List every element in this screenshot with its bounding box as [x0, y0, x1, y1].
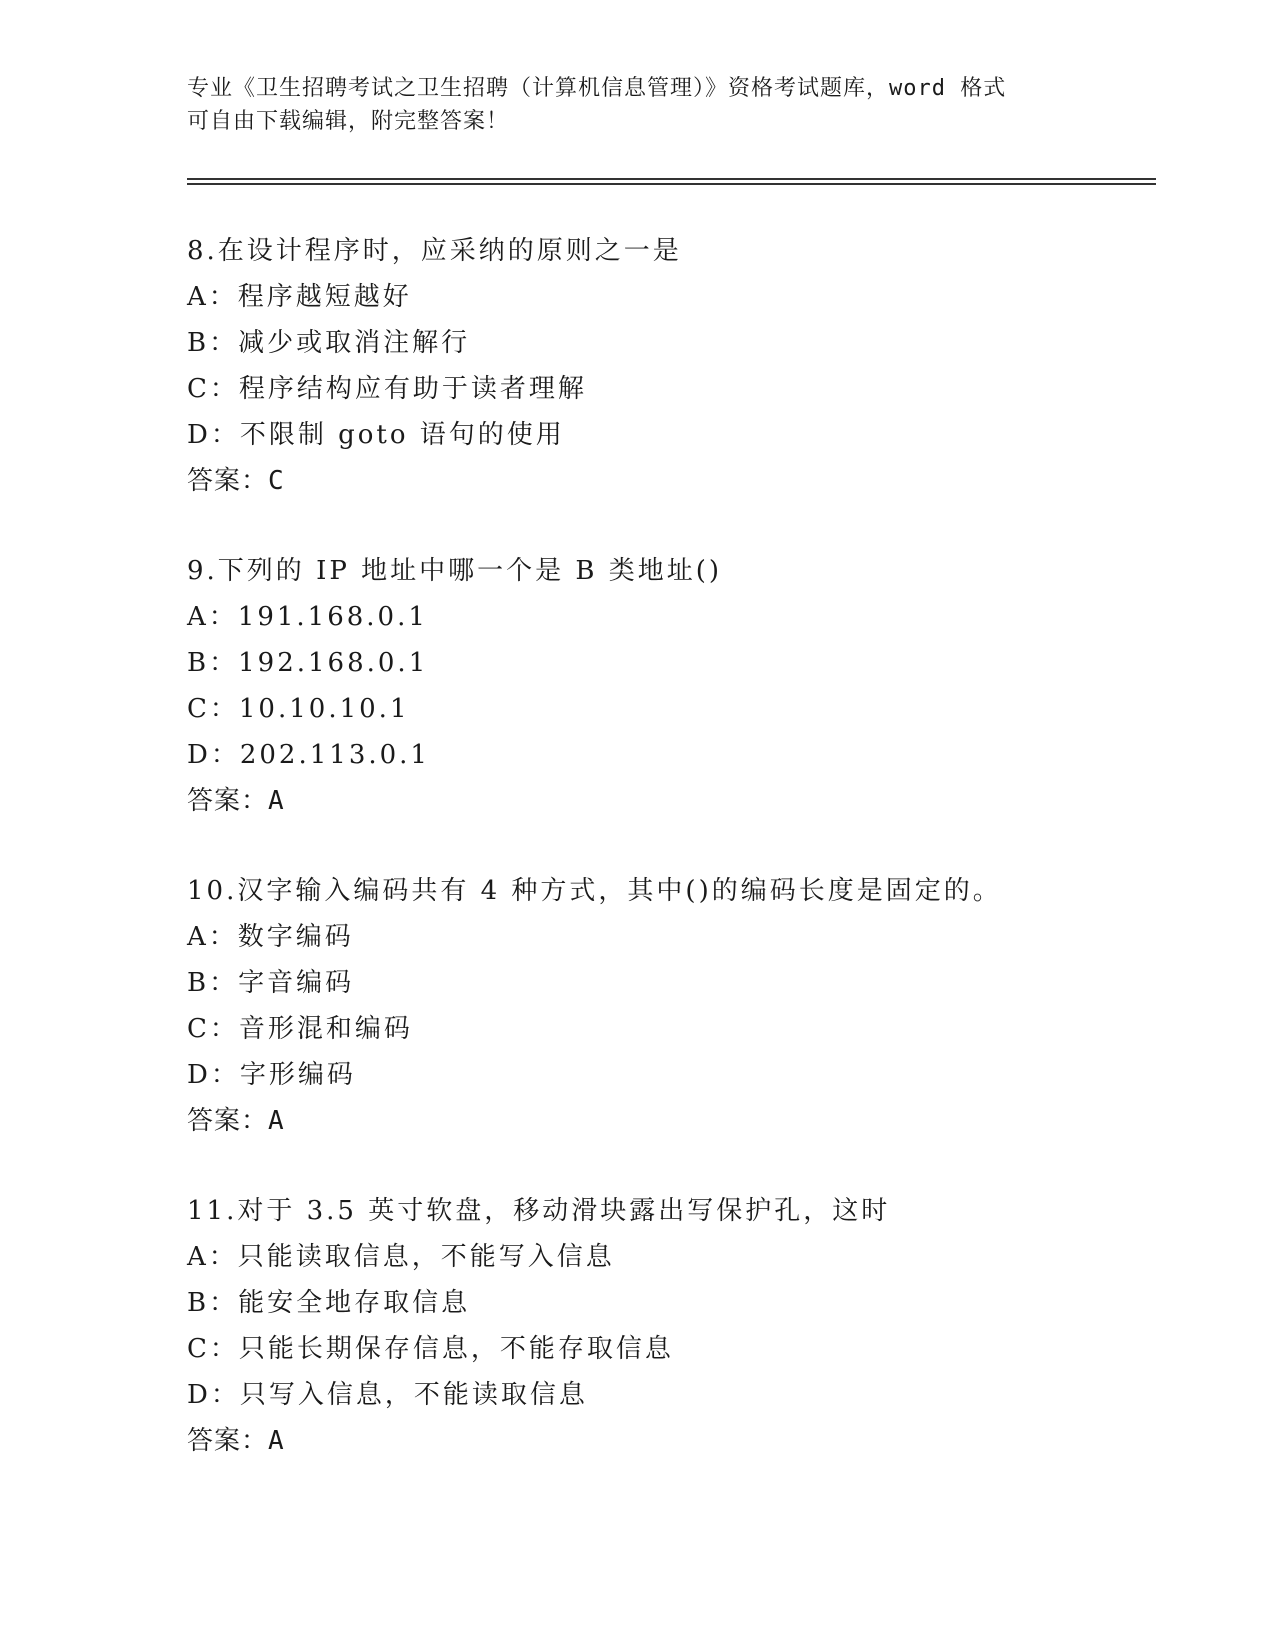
option-c: C：音形混和编码: [187, 1014, 413, 1044]
option-d: D：不限制 goto 语句的使用: [187, 420, 565, 450]
question-item: [187, 228, 1167, 504]
question-stem: 11.对于 3.5 英寸软盘，移动滑块露出写保护孔，这时: [187, 1196, 891, 1226]
option-a: A：数字编码: [187, 922, 354, 952]
option-a: A：191.168.0.1: [187, 602, 428, 632]
option-b: B：能安全地存取信息: [187, 1288, 471, 1318]
header-divider-bottom: [187, 183, 1156, 185]
document-header: [187, 72, 1087, 138]
answer-line: 答案：A: [187, 1426, 285, 1456]
answer-line: 答案：A: [187, 786, 285, 816]
question-list: [187, 228, 1167, 1508]
header-line-2: 可自由下载编辑，附完整答案！: [187, 109, 510, 134]
question-item: [187, 868, 1167, 1144]
option-a: A：程序越短越好: [187, 282, 412, 312]
option-c: C：只能长期保存信息，不能存取信息: [187, 1334, 674, 1364]
header-divider-top: [187, 178, 1156, 180]
answer-line: 答案：C: [187, 466, 285, 496]
answer-line: 答案：A: [187, 1106, 285, 1136]
question-stem: 9.下列的 IP 地址中哪一个是 B 类地址(): [187, 556, 723, 586]
header-line-1: 专业《卫生招聘考试之卫生招聘（计算机信息管理）》资格考试题库，word 格式: [187, 76, 1007, 101]
option-d: D：只写入信息，不能读取信息: [187, 1380, 588, 1410]
option-b: B：192.168.0.1: [187, 648, 429, 678]
option-b: B：减少或取消注解行: [187, 328, 471, 358]
question-item: [187, 548, 1167, 824]
option-b: B：字音编码: [187, 968, 355, 998]
question-stem: 10.汉字输入编码共有 4 种方式，其中()的编码长度是固定的。: [187, 876, 1002, 906]
option-a: A：只能读取信息，不能写入信息: [187, 1242, 615, 1272]
option-d: D：字形编码: [187, 1060, 356, 1090]
option-d: D：202.113.0.1: [187, 740, 430, 770]
option-c: C：程序结构应有助于读者理解: [187, 374, 587, 404]
question-item: [187, 1188, 1167, 1464]
option-c: C：10.10.10.1: [187, 694, 410, 724]
question-stem: 8.在设计程序时，应采纳的原则之一是: [187, 236, 682, 266]
